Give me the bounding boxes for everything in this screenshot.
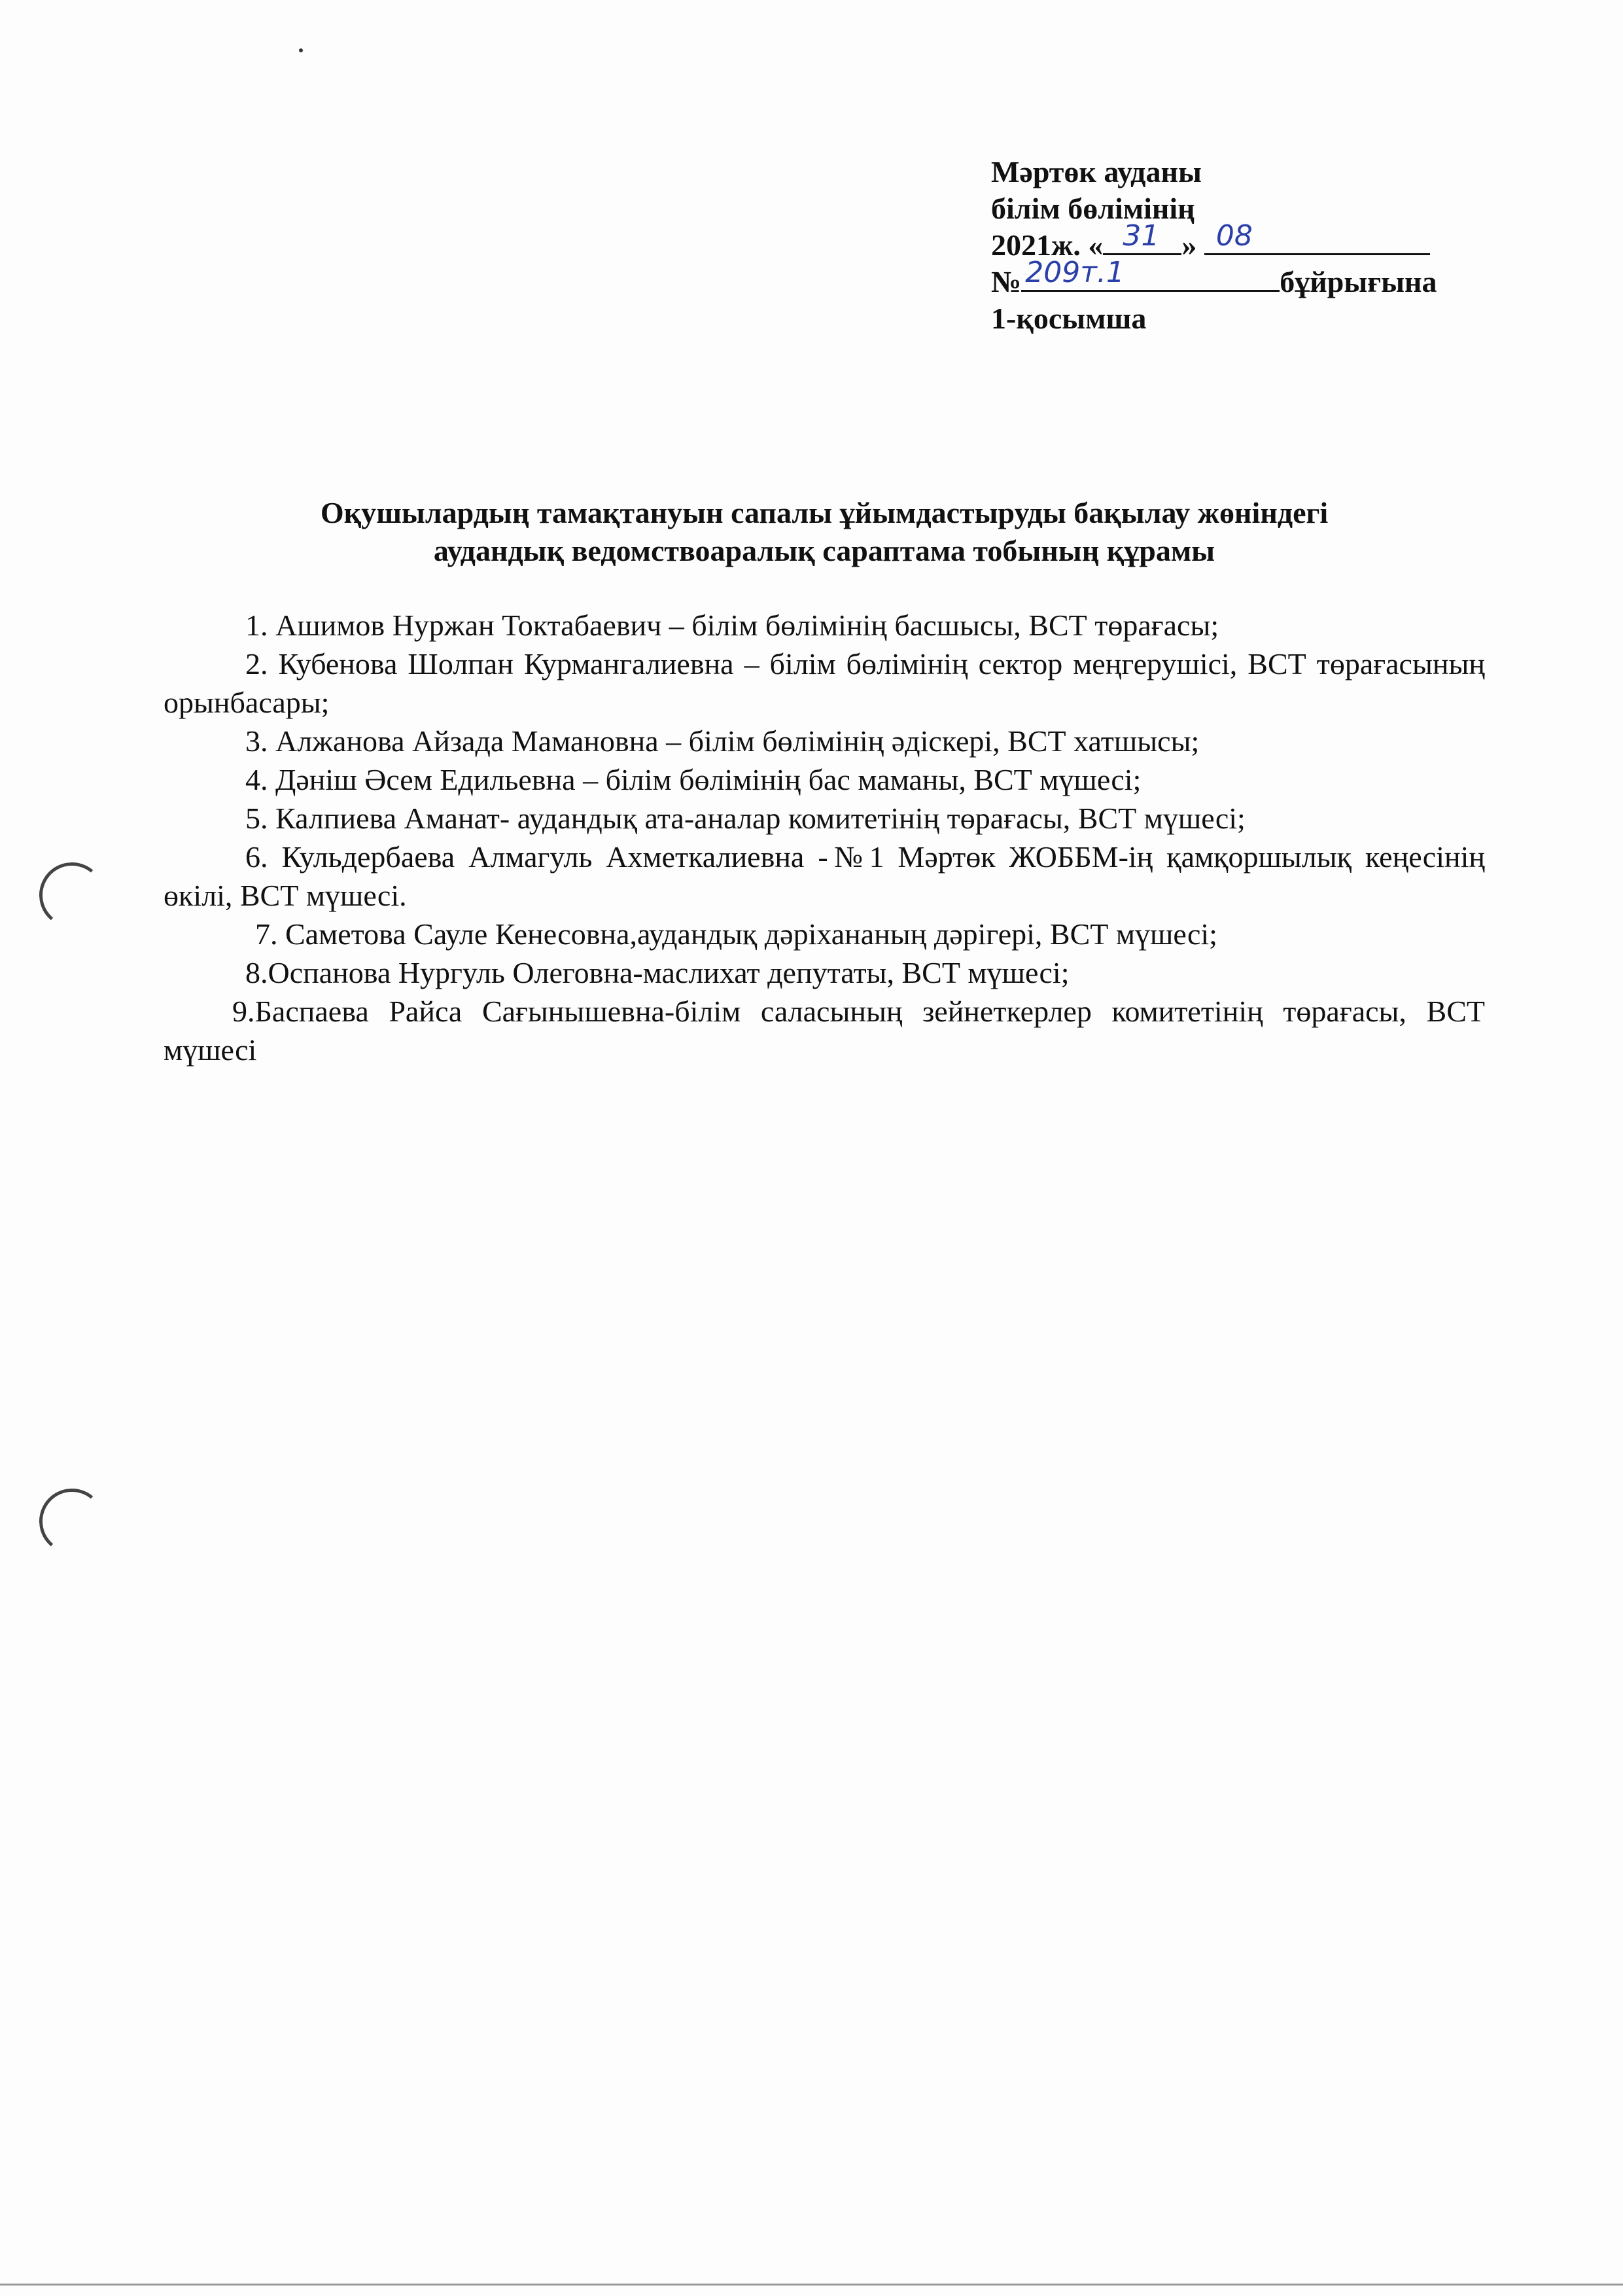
date-month-field xyxy=(1204,219,1430,255)
list-item: 6. Кульдербаева Алмагуль Ахметкалиевна -№1 Мәртөк ЖОББМ-ің қамқоршылық кеңесінің өкілі, ВСТ мүшесі. xyxy=(164,840,1485,912)
date-middle: » xyxy=(1181,228,1197,262)
list-item: 3. Алжанова Айзада Мамановна – білім бөлімінің әдіскері, ВСТ хатшысы; xyxy=(245,724,1200,758)
date-day-handwritten: 31 xyxy=(1123,219,1160,253)
list-item: 9.Баспаева Райса Сағынышевна-білім саласының зейнеткерлер комитетінің төрағасы, ВСТ мүшесі xyxy=(164,995,1485,1067)
document-title xyxy=(164,494,1485,570)
list-item: 5. Калпиева Аманат- аудандық ата-аналар комитетінің төрағасы, ВСТ мүшесі; xyxy=(245,802,1246,835)
order-number-field xyxy=(1021,256,1280,292)
list-item: 2. Кубенова Шолпан Курмангалиевна – білім бөлімінің сектор меңгерушісі, ВСТ төрағасының орынбасары; xyxy=(164,647,1485,719)
number-suffix: бұйрығына xyxy=(1280,265,1437,298)
scan-edge-line xyxy=(0,2284,1623,2286)
members-list xyxy=(164,606,1485,1069)
list-item: 8.Оспанова Нургуль Олеговна-маслихат депутаты, ВСТ мүшесі; xyxy=(245,956,1070,989)
order-appendix-header xyxy=(991,154,1501,337)
header-order-number xyxy=(991,256,1501,300)
header-department: білім бөлімінің xyxy=(991,192,1195,225)
list-item: 7. Саметова Сауле Кенесовна,аудандық дәріхананың дәрігері, ВСТ мүшесі; xyxy=(255,917,1217,951)
order-number-handwritten: 209т.1 xyxy=(1025,256,1125,289)
punch-hole-mark xyxy=(37,860,107,930)
date-day-field xyxy=(1103,219,1181,255)
punch-hole-mark xyxy=(37,1486,107,1557)
list-item: 1. Ашимов Нуржан Токтабаевич – білім бөлімінің басшысы, ВСТ төрағасы; xyxy=(245,609,1219,642)
number-prefix: № xyxy=(991,265,1022,298)
date-month-handwritten: 08 xyxy=(1215,219,1253,253)
header-appendix: 1-қосымша xyxy=(991,302,1147,335)
list-item: 4. Дәніш Әсем Едильевна – білім бөлімінің бас маманы, ВСТ мүшесі; xyxy=(245,763,1142,796)
scan-speck xyxy=(299,48,303,52)
date-prefix: 2021ж. « xyxy=(991,228,1104,262)
title-line-1: Оқушылардың тамақтануын сапалы ұйымдастыруды бақылау жөніндегі xyxy=(320,496,1329,529)
title-line-2: аудандық ведомствоаралық сараптама тобының құрамы xyxy=(433,534,1215,567)
header-district: Мәртөк ауданы xyxy=(991,155,1202,188)
